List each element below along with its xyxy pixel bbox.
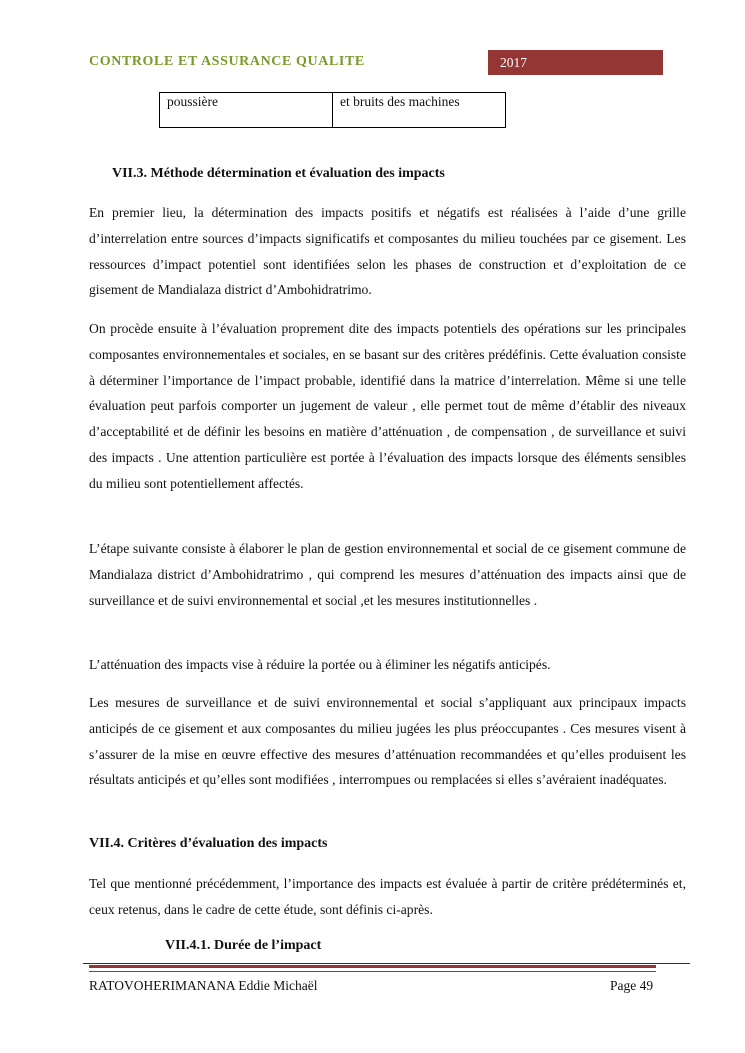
table-row (160, 93, 506, 128)
paragraph: Les mesures de surveillance et de suivi environnemental et social s’appliquant aux principaux impacts anticipés de ce gisement et aux composantes du milieu jugées les plus préoccupantes . Ces mesures visent à s’assurer de la mise en œuvre effective des mesures d’atténuation recommandées et qu’elles produisent les résultats anticipés et qu’elles sont modifiées , interrompues ou remplacées si elles s’avéraient inadéquates. (89, 695, 686, 788)
header-year-badge: 2017 (488, 50, 663, 75)
paragraph: Tel que mentionné précédemment, l’importance des impacts est évaluée à partir de critère prédéterminés et, ceux retenus, dans le cadre de cette étude, sont définis ci-après. (89, 876, 686, 917)
footer-author: RATOVOHERIMANANA Eddie Michaël (89, 978, 318, 993)
paragraph: En premier lieu, la détermination des impacts positifs et négatifs est réalisées à l’aide d’une grille d’interrelation entre sources d’impacts significatifs et composantes du milieu touchées par ce gisement. Les ressources d’impact potentiel sont identifiées selon les phases de construction et d’exploitation de ce gisement de Mandialaza district d’Ambohidratrimo. (89, 205, 686, 298)
table-cell: et bruits des machines (333, 93, 506, 128)
footer-divider (83, 963, 690, 964)
table-cell: poussière (160, 93, 333, 128)
subsection-heading-vii41: VII.4.1. Durée de l’impact (165, 938, 322, 953)
footer-divider (89, 965, 656, 968)
table-fragment (159, 92, 506, 128)
paragraph: L’atténuation des impacts vise à réduire la portée ou à éliminer les négatifs anticipés. (89, 657, 551, 672)
footer-divider (89, 971, 656, 972)
paragraph: On procède ensuite à l’évaluation proprement dite des impacts potentiels des opérations sur les principales composantes environnementales et sociales, en se basant sur des critères prédéfinis. Cette évaluation consiste à déterminer l’importance de l’impact probable, identifié dans la matrice d’interrelation. Même si une telle évaluation peut parfois comporter un jugement de valeur , elle permet tout de même d’établir des niveaux d’acceptabilité et de définir les besoins en matière d’atténuation , de compensation , de surveillance et suivi des impacts . Une attention particulière est portée à l’évaluation des impacts lorsque des éléments sensibles du milieu sont potentiellement affectés. (89, 321, 686, 491)
section-heading-vii3: VII.3. Méthode détermination et évaluation des impacts (112, 166, 445, 181)
footer-page-number: Page 49 (610, 978, 654, 993)
header-title: CONTROLE ET ASSURANCE QUALITE (89, 54, 365, 69)
paragraph: L’étape suivante consiste à élaborer le plan de gestion environnemental et social de ce gisement commune de Mandialaza district d’Ambohidratrimo , qui comprend les mesures d’atténuation des impacts ainsi que de surveillance et de suivi environnemental et social ,et les mesures institutionnelles . (89, 541, 686, 608)
section-heading-vii4: VII.4. Critères d’évaluation des impacts (89, 836, 328, 851)
